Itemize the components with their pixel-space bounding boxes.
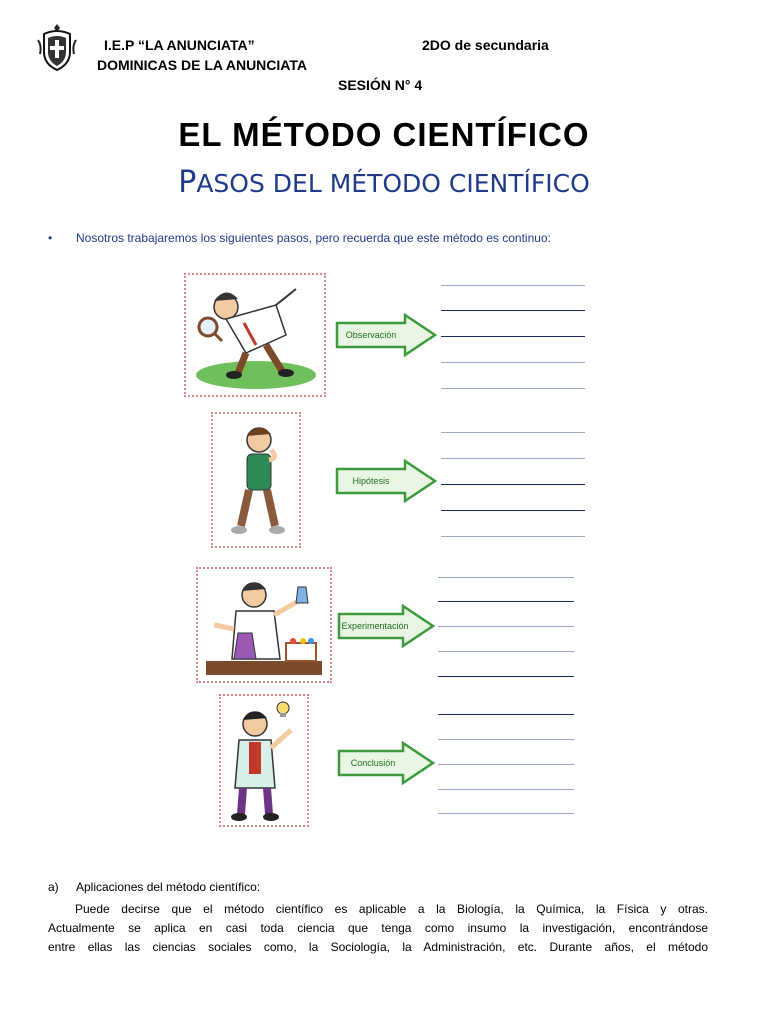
lab-scientist-illustration bbox=[198, 569, 330, 681]
session-label: SESIÓN N° 4 bbox=[338, 77, 423, 93]
section-marker: a) bbox=[48, 880, 59, 894]
answer-line[interactable] bbox=[441, 432, 585, 433]
grade-label: 2DO de secundaria bbox=[422, 37, 549, 53]
arrow-experimentacion bbox=[337, 604, 437, 648]
step-experimentacion-frame bbox=[196, 567, 332, 683]
intro-text: Nosotros trabajaremos los siguientes pasos, pero recuerda que este método es continuo: bbox=[76, 231, 551, 245]
paragraph-line: Actualmente se aplica en casi toda ciencia que tenga como insumo la investigación, encontrándose bbox=[48, 921, 708, 935]
answer-line[interactable] bbox=[441, 362, 585, 363]
answer-line[interactable] bbox=[438, 789, 574, 790]
section-heading: Aplicaciones del método científico: bbox=[76, 880, 261, 894]
answer-line[interactable] bbox=[441, 484, 585, 485]
step-hipotesis-frame bbox=[211, 412, 301, 548]
arrow-hipotesis bbox=[335, 459, 439, 503]
answer-line[interactable] bbox=[441, 458, 585, 459]
answer-line[interactable] bbox=[438, 714, 574, 715]
answer-line[interactable] bbox=[441, 285, 585, 286]
answer-line[interactable] bbox=[441, 336, 585, 337]
page-title: EL MÉTODO CIENTÍFICO bbox=[178, 116, 590, 153]
school-crest-logo bbox=[36, 22, 78, 72]
paragraph-line: Puede decirse que el método científico es aplicable a la Biología, la Química, la Física y otras. bbox=[75, 902, 708, 916]
step-label: Experimentación bbox=[341, 621, 409, 631]
step-observacion-frame bbox=[184, 273, 326, 397]
school-name: I.E.P “LA ANUNCIATA” bbox=[104, 37, 255, 53]
step-label: Observación bbox=[345, 330, 397, 340]
answer-line[interactable] bbox=[441, 536, 585, 537]
arrow-observacion bbox=[335, 313, 439, 357]
answer-line[interactable] bbox=[438, 764, 574, 765]
paragraph-line: entre ellas las ciencias sociales como, la Sociología, la Administración, etc. Durante años, el método bbox=[48, 940, 708, 954]
page-subtitle bbox=[0, 165, 768, 200]
answer-line[interactable] bbox=[438, 813, 574, 814]
answer-line[interactable] bbox=[438, 651, 574, 652]
answer-line[interactable] bbox=[438, 676, 574, 677]
answer-line[interactable] bbox=[438, 601, 574, 602]
step-conclusion-frame bbox=[219, 694, 309, 827]
bullet-marker: • bbox=[48, 231, 53, 245]
step-label: Conclusión bbox=[350, 758, 396, 768]
answer-line[interactable] bbox=[438, 577, 574, 578]
subtitle-rest: ASOS DEL MÉTODO CIENTÍFICO bbox=[196, 169, 590, 198]
answer-line[interactable] bbox=[441, 510, 585, 511]
arrow-conclusion bbox=[337, 741, 437, 785]
answer-line[interactable] bbox=[438, 626, 574, 627]
answer-line[interactable] bbox=[441, 310, 585, 311]
answer-line[interactable] bbox=[438, 739, 574, 740]
idea-bulb-scientist-illustration bbox=[221, 696, 307, 825]
scientist-magnifier-illustration bbox=[186, 275, 324, 395]
thinking-boy-illustration bbox=[213, 414, 299, 546]
order-name: DOMINICAS DE LA ANUNCIATA bbox=[97, 57, 307, 73]
subtitle-initial: P bbox=[178, 165, 197, 200]
step-label: Hipótesis bbox=[352, 476, 390, 486]
answer-line[interactable] bbox=[441, 388, 585, 389]
